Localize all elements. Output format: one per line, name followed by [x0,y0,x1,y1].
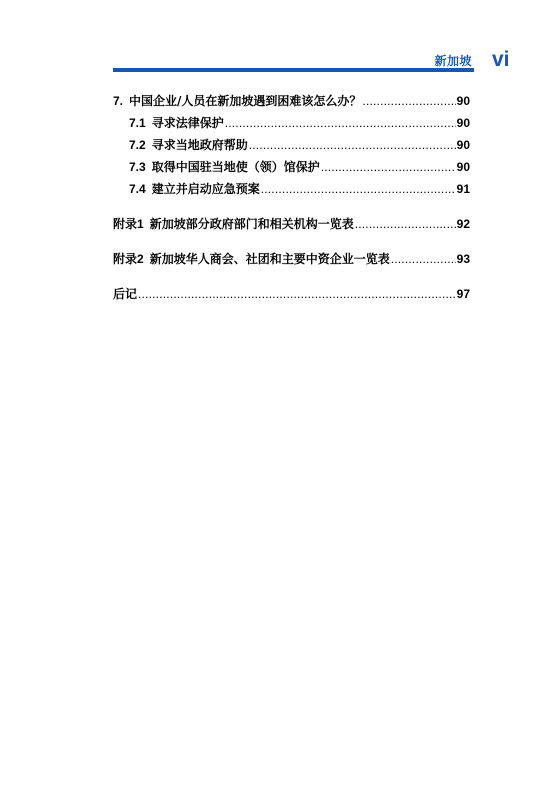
toc-entry-number: 7. [113,94,124,108]
toc-entry-title: 新加坡华人商会、社团和主要中资企业一览表 [149,252,390,266]
header-title: 新加坡 [434,54,472,68]
toc-entry-7-1[interactable] [113,115,470,132]
toc-dot-leader [391,251,456,268]
toc-entry-title: 寻求当地政府帮助 [151,138,248,152]
table-of-contents [113,93,470,303]
toc-entry-title: 后记 [113,287,138,301]
toc-entry-number: 附录2 [113,252,144,266]
toc-entry-title: 建立并启动应急预案 [151,182,260,196]
toc-entry-title: 中国企业/人员在新加坡遇到困难该怎么办？ [129,94,362,108]
toc-entry-number: 7.1 [129,116,146,130]
toc-dot-leader [362,93,455,110]
toc-entry-7-2[interactable] [113,137,470,154]
toc-entry-page: 90 [456,116,470,130]
toc-entry-number: 附录1 [113,217,144,231]
toc-entry-appendix-1[interactable] [113,216,470,233]
toc-entry-7[interactable] [113,93,470,110]
toc-entry-number: 7.4 [129,182,146,196]
toc-entry-page: 90 [456,138,470,152]
toc-dot-leader [225,115,456,132]
toc-dot-leader [249,137,456,154]
toc-entry-appendix-2[interactable] [113,251,470,268]
toc-dot-leader [321,159,456,176]
toc-entry-number: 7.2 [129,138,146,152]
toc-dot-leader [261,181,456,198]
toc-entry-page: 90 [456,94,470,108]
toc-entry-page: 93 [456,252,470,266]
toc-entry-page: 91 [456,182,470,196]
toc-entry-afterword[interactable] [113,286,470,303]
toc-entry-page: 90 [456,160,470,174]
toc-dot-leader [138,286,456,303]
toc-entry-title: 取得中国驻当地使（领）馆保护 [151,160,320,174]
toc-entry-page: 92 [456,217,470,231]
header-rule [113,68,474,72]
page-header [0,0,559,80]
toc-entry-number: 7.3 [129,160,146,174]
toc-entry-page: 97 [456,287,470,301]
toc-entry-7-3[interactable] [113,159,470,176]
toc-dot-leader [355,216,456,233]
toc-entry-7-4[interactable] [113,181,470,198]
toc-entry-title: 新加坡部分政府部门和相关机构一览表 [149,217,354,231]
toc-entry-title: 寻求法律保护 [151,116,224,130]
header-page-number: vi [492,48,510,71]
